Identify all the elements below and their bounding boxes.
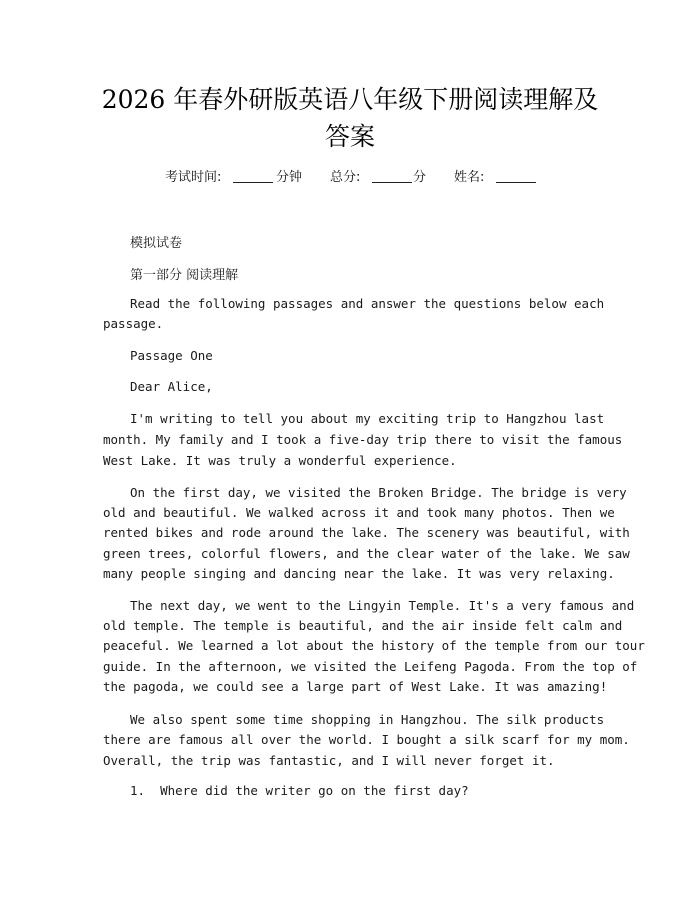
part-one-heading: 第一部分 阅读理解 (130, 268, 239, 283)
paragraph-line: the pagoda, we could see a large part of West Lake. It was amazing! (103, 679, 608, 694)
paragraph-line: Overall, the trip was fantastic, and I will never forget it. (103, 753, 555, 768)
paragraph-line: month. My family and I took a five-day trip there to visit the famous (103, 432, 623, 447)
paragraph-line: We also spent some time shopping in Hangzhou. The silk products (130, 712, 605, 727)
paragraph-line: The next day, we went to the Lingyin Temple. It's a very famous and (130, 598, 635, 613)
paragraph-line: I'm writing to tell you about my exciting trip to Hangzhou last (130, 411, 605, 426)
exam-info-line (0, 168, 700, 188)
letter-greeting: Dear Alice, (130, 379, 213, 394)
score-label: 总分: (330, 170, 361, 185)
question-1: 1. Where did the writer go on the first day? (130, 783, 469, 798)
name-blank (496, 168, 536, 190)
letter-paragraph-4 (103, 712, 630, 787)
instructions-line: passage. (103, 316, 164, 331)
document-title-line-1: 2026 年春外研版英语八年级下册阅读理解及 (101, 85, 599, 114)
paragraph-line: old temple. The temple is beautiful, and the air inside felt calm and (103, 618, 623, 633)
letter-paragraph-1 (103, 411, 623, 486)
paragraph-line: green trees, colorful flowers, and the clear water of the lake. We saw (103, 546, 630, 561)
instructions-line: Read the following passages and answer the questions below each (130, 296, 605, 311)
section-mock-exam: 模拟试卷 (130, 236, 183, 251)
paragraph-line: On the first day, we visited the Broken Bridge. The bridge is very (130, 485, 627, 500)
time-unit: 分钟 (276, 170, 303, 185)
time-label: 考试时间: (165, 170, 222, 185)
paragraph-line: West Lake. It was truly a wonderful experience. (103, 453, 457, 468)
passage-title: Passage One (130, 348, 213, 363)
paragraph-line: peaceful. We learned a lot about the history of the temple from our tour (103, 638, 645, 653)
paragraph-line: old and beautiful. We walked across it and took many photos. Then we (103, 505, 615, 520)
paragraph-line: many people singing and dancing near the lake. It was very relaxing. (103, 566, 615, 581)
score-blank (372, 168, 412, 190)
document-title-line-2: 答案 (324, 122, 375, 151)
name-label: 姓名: (454, 170, 485, 185)
paragraph-line: rented bikes and rode around the lake. The scenery was beautiful, with (103, 525, 630, 540)
letter-paragraph-3 (103, 598, 645, 703)
score-unit: 分 (413, 170, 427, 185)
time-blank (233, 168, 273, 190)
paragraph-line: there are famous all over the world. I bought a silk scarf for my mom. (103, 732, 630, 747)
letter-paragraph-2 (103, 485, 630, 590)
paragraph-line: guide. In the afternoon, we visited the Leifeng Pagoda. From the top of (103, 659, 638, 674)
instructions-paragraph (103, 296, 603, 356)
